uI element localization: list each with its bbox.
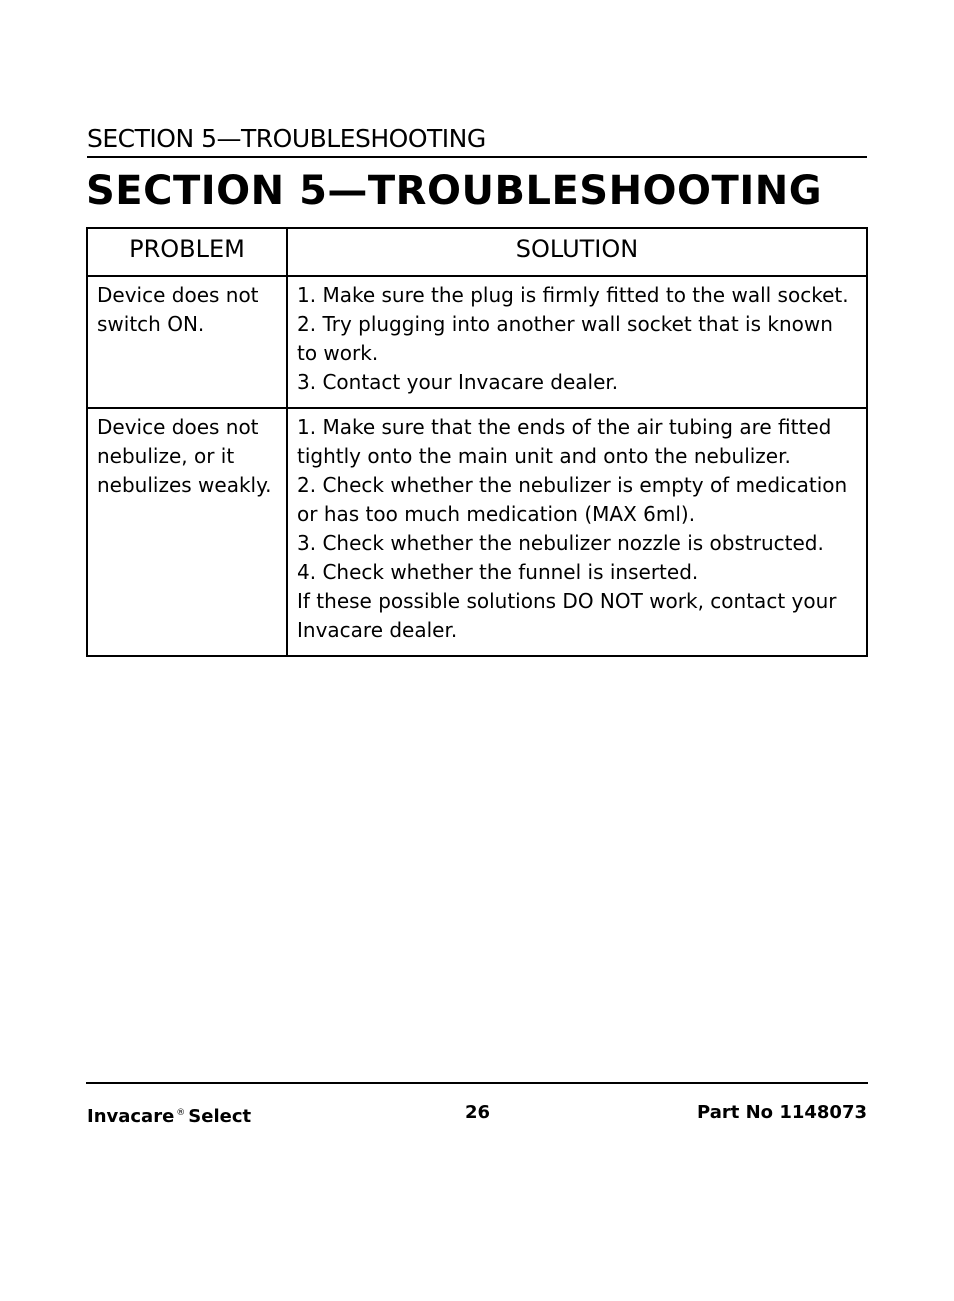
solution-step: 2. Try plugging into another wall socket that is known to work.: [297, 312, 833, 365]
table-row: [87, 408, 867, 656]
running-header: SECTION 5—TROUBLESHOOTING: [87, 122, 867, 158]
footer-product: Select: [188, 1106, 252, 1127]
solution-cell: [287, 408, 867, 656]
column-header-solution: SOLUTION: [287, 228, 867, 276]
solution-step: 3. Contact your Invacare dealer.: [297, 370, 619, 394]
registered-mark: ®: [176, 1108, 186, 1118]
solution-cell: [287, 276, 867, 408]
footer-product-name: [87, 1100, 251, 1130]
solution-step: 1. Make sure the plug is firmly fitted to the wall socket.: [297, 283, 849, 307]
problem-cell: Device does not nebulize, or it nebulizes weakly.: [87, 408, 287, 656]
solution-step: 1. Make sure that the ends of the air tubing are fitted tightly onto the main unit and onto the nebulizer.: [297, 415, 832, 468]
column-header-problem: PROBLEM: [87, 228, 287, 276]
solution-step: 3. Check whether the nebulizer nozzle is obstructed.: [297, 531, 824, 555]
footer-page-number: 26: [465, 1102, 491, 1123]
table-header-row: [87, 228, 867, 276]
section-title: SECTION 5—TROUBLESHOOTING: [86, 168, 823, 214]
solution-note: If these possible solutions DO NOT work, contact your Invacare dealer.: [297, 589, 837, 642]
solution-step: 2. Check whether the nebulizer is empty of medication or has too much medication (MAX 6ml).: [297, 473, 848, 526]
problem-cell: Device does not switch ON.: [87, 276, 287, 408]
footer-part-number: Part No 1148073: [697, 1102, 867, 1123]
footer-rule: [86, 1082, 868, 1084]
solution-step: 4. Check whether the funnel is inserted.: [297, 560, 699, 584]
table-row: [87, 276, 867, 408]
footer-brand: Invacare: [87, 1106, 175, 1127]
troubleshooting-table: [86, 227, 868, 657]
